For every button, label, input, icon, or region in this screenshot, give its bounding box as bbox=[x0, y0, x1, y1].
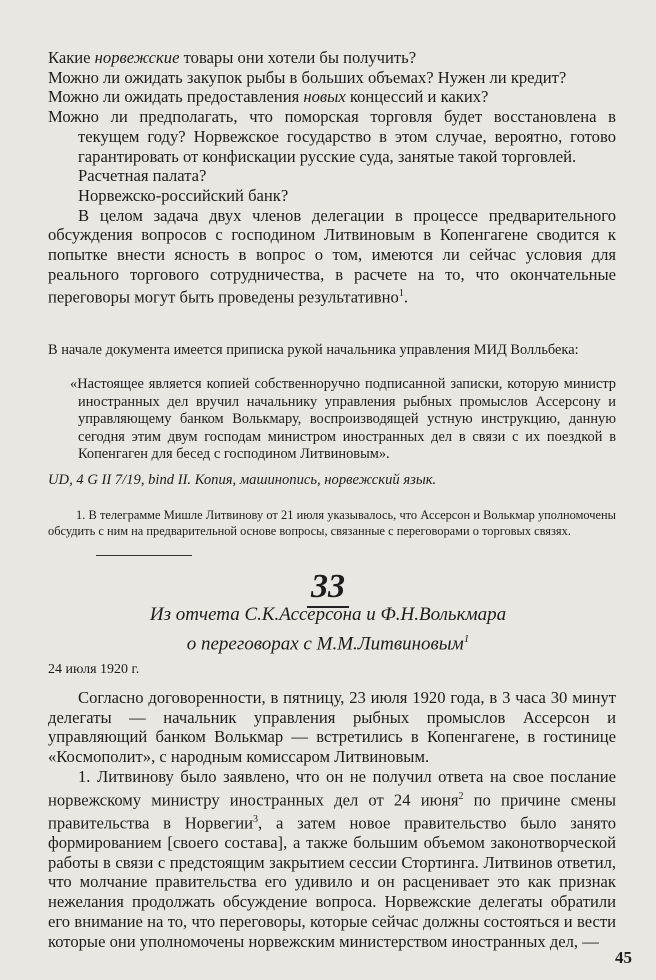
source-reference bbox=[48, 472, 616, 489]
footnote-marker: 1 bbox=[398, 288, 404, 300]
archival-note-quote bbox=[48, 376, 616, 464]
text-run: норвежские bbox=[94, 48, 180, 67]
text-run: по причине смены правительства в Норвегии bbox=[48, 790, 616, 833]
paragraph bbox=[48, 688, 616, 767]
paragraph bbox=[48, 48, 616, 68]
footnote-divider bbox=[96, 555, 192, 556]
paragraph bbox=[48, 767, 616, 951]
paragraph bbox=[48, 206, 616, 308]
footnote-marker: 2 bbox=[458, 790, 464, 802]
text-run: концессий и каких? bbox=[345, 87, 489, 107]
date-text: 24 июля 1920 г. bbox=[48, 662, 140, 677]
document-date bbox=[48, 662, 616, 678]
footnote-1 bbox=[48, 508, 616, 539]
text-run: новых bbox=[303, 87, 346, 107]
title-footnote-marker: 1 bbox=[463, 633, 470, 645]
paragraph bbox=[48, 166, 616, 186]
archival-note-heading bbox=[48, 342, 616, 360]
text-run: В целом задача двух членов делегации в процессе предварительного обсуждения вопросов с господином Литвиновым в Копенгагене сводится к попытке внести ясность в вопрос о том, имеются ли сейчас условия для реального торгового сотрудничества, в расчете на то, что окончательные переговоры могут быть проведены результативно bbox=[48, 205, 616, 307]
note-heading-text: В начале документа имеется приписка рукой начальника управления МИД Волльбека: bbox=[48, 342, 579, 358]
title-line-1-text: Из отчета С.К.Ассерсона и Ф.Н.Волькмара bbox=[149, 604, 507, 625]
document-number bbox=[0, 570, 656, 604]
paragraph bbox=[48, 186, 616, 206]
text-run: Можно ли ожидать закупок рыбы в больших объемах? Нужен ли кредит? bbox=[48, 67, 567, 87]
text-run: Можно ли ожидать предоставления bbox=[48, 87, 304, 107]
text-run: товары они хотели бы получить? bbox=[179, 48, 417, 67]
text-run: Можно ли предполагать, что поморская торговля будет восстановлена в текущем году? Норвежское государство в этом случае, вероятно, готово гарантировать от конфискации русские суда, занятые такой торговлей. bbox=[48, 107, 616, 166]
text-run: . bbox=[403, 287, 408, 307]
title-line-2-text: о переговорах с М.М.Литвиновым bbox=[186, 633, 464, 655]
paragraph bbox=[48, 68, 616, 88]
text-run: , а затем новое правительство было занято формированием [своего состава], а также большим объемом законотворческой работы в связи с предстоящим закрытием сессии Стортинга. Литвинов ответил, что молчание правительства его удивило и он расценивает это как признак нежелания продолжать обсуждение вопроса. Норвежские делегаты обратили его внимание на то, что переговоры, которые сейчас должны состояться и вести которые они уполномочены норвежским министерством иностранных дел, — bbox=[48, 813, 616, 951]
source-line-text: UD, 4 G II 7/19, bind II. Копия, машинопись, норвежский язык. bbox=[48, 472, 437, 488]
text-run: Какие bbox=[48, 48, 95, 67]
document-title-line-2 bbox=[0, 627, 656, 656]
paragraph bbox=[48, 87, 616, 107]
text-run: Норвежско-российский банк? bbox=[78, 185, 289, 205]
paragraph bbox=[48, 107, 616, 166]
text-run: Расчетная палата? bbox=[78, 166, 207, 186]
text-run: 1. Литвинову было заявлено, что он не получил ответа на свое послание норвежскому министру иностранных дел от 24 июня bbox=[48, 766, 616, 810]
report-body bbox=[48, 688, 616, 951]
page-number: 45 bbox=[615, 948, 632, 967]
footnote-text: 1. В телеграмме Мишле Литвинову от 21 июля указывалось, что Ассерсон и Волькмар уполномочены обсудить с ним на предварительной основе вопросы, связанные с переговорами о торговых связях. bbox=[48, 508, 616, 538]
questions-block bbox=[48, 48, 616, 308]
note-quote-text: «Настоящее является копией собственноручно подписанной записки, которую министр иностранных дел вручил начальнику управления рыбных промыслов Ассерсону и управляющему банком Волькмару, воспроизводящей устную инструкцию, данную сегодня этим двум господам министром иностранных дел в связи с их поездкой в Копенгаген для бесед с господином Литвиновым». bbox=[70, 376, 616, 462]
document-title-line-1 bbox=[0, 603, 656, 627]
text-run: Согласно договоренности, в пятницу, 23 июля 1920 года, в 3 часа 30 минут делегаты — начальник управления рыбных промыслов Ассерсон и управляющий банком Волькмар — встретились в Копенгагене, в гостинице «Космополит», с народным комиссаром Литвиновым. bbox=[48, 688, 616, 767]
footnote-marker: 3 bbox=[253, 813, 259, 825]
document-number-text: 33 bbox=[307, 568, 349, 608]
